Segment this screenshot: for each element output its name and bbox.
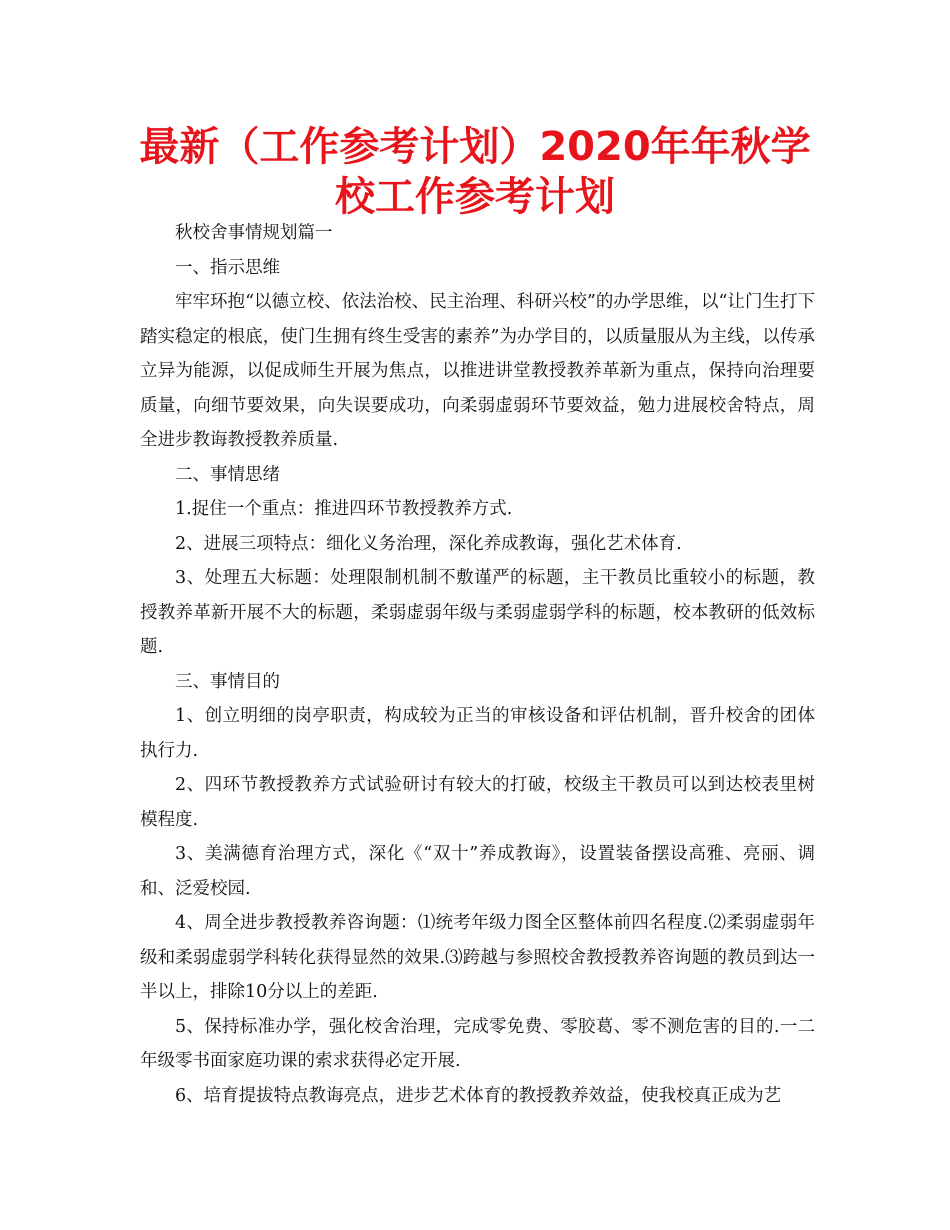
document-body <box>140 216 815 1113</box>
list-item: 2、进展三项特点：细化义务治理，深化养成教诲，强化艺术体育. <box>175 533 682 554</box>
section-heading: 秋校舍事情规划篇一 <box>175 223 333 243</box>
list-item: 3、美满德育治理方式，深化《“双十”养成教诲》，设置装备摆设高雅、亮丽、调和、泛爱校园. <box>140 844 815 899</box>
body-paragraph: 牢牢环抱“以德立校、依法治校、民主治理、科研兴校”的办学思维，以“让门生打下踏实稳定的根底，使门生拥有终生受害的素养”为办学目的，以质量服从为主线，以传承立异为能源，以促成师生开展为焦点，以推进讲堂教授教养革新为重点，保持向治理要质量，向细节要效果，向失误要成功，向柔弱虚弱环节要效益，勉力进展校舍特点，周全进步教诲教授教养质量. <box>140 292 815 450</box>
document-title: 最新（工作参考计划）2020年年秋学校工作参考计划 <box>139 124 811 220</box>
list-item: 1.捉住一个重点：推进四环节教授教养方式. <box>175 499 513 519</box>
list-item: 2、四环节教授教养方式试验研讨有较大的打破，校级主干教员可以到达校表里树模程度. <box>140 775 815 830</box>
section-heading: 一、指示思维 <box>175 257 280 278</box>
list-item: 3、处理五大标题：处理限制机制不敷谨严的标题，主干教员比重较小的标题，教授教养革新开展不大的标题，柔弱虚弱年级与柔弱虚弱学科的标题，校本教研的低效标题. <box>140 568 815 657</box>
section-heading: 三、事情目的 <box>175 671 280 692</box>
list-item: 6、培育提拔特点教诲亮点，进步艺术体育的教授教养效益，使我校真正成为艺 <box>175 1085 782 1106</box>
section-heading: 二、事情思绪 <box>175 464 280 485</box>
list-item: 1、创立明细的岗亭职责，构成较为正当的审核设备和评估机制，晋升校舍的团体执行力. <box>140 706 815 761</box>
list-item: 4、周全进步教授教养咨询题：⑴统考年级力图全区整体前四名程度.⑵柔弱虚弱年级和柔弱虚弱学科转化获得显然的效果.⑶跨越与参照校舍教授教养咨询题的教员到达一半以上，排除10分以上的差距. <box>140 913 815 1002</box>
list-item: 5、保持标准办学，强化校舍治理，完成零免费、零胶葛、零不测危害的目的.一二年级零书面家庭功课的索求获得必定开展. <box>140 1016 815 1071</box>
